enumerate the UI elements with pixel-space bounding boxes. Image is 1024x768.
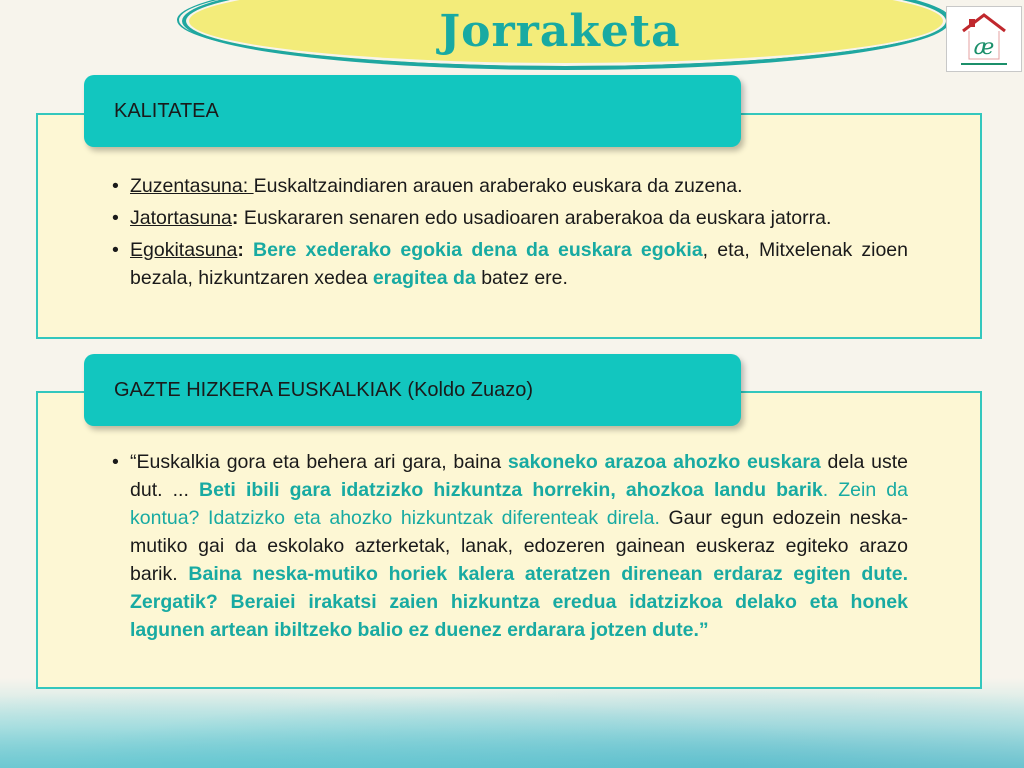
gazte-hizkera-heading-tab [84, 354, 741, 426]
bullet-icon: • [112, 175, 119, 197]
page-title: Jorraketa [439, 6, 681, 57]
kalitatea-heading-tab [84, 75, 741, 147]
definition-text: batez ere. [475, 267, 568, 289]
quote-text: Gaur egun edozein neska-mutiko gai da eskolako azterketak, lanak, edozeren gainean euskeraz egiteko arazo barik. [130, 507, 908, 585]
list-item-zuzentasuna [112, 172, 908, 200]
svg-text:æ: æ [973, 35, 995, 60]
quote-text: “Euskalkia gora eta behera ari gara, baina [130, 451, 508, 473]
highlight-text: Beti ibili gara idatzizko hizkuntza horrekin, ahozkoa landu barik [199, 479, 823, 501]
kalitatea-list [112, 172, 908, 296]
highlight-text: eragitea da [372, 267, 476, 289]
list-item-jatortasuna [112, 204, 908, 232]
decorative-wave-background [0, 678, 1024, 768]
definition-text: , eta, Mitxelenak zioen bezala, hizkuntzaren xedea [130, 239, 908, 289]
kalitatea-heading: KALITATEA [114, 99, 219, 122]
highlight-text: Baina neska-mutiko horiek kalera ateratzen direnean erdaraz egiten dute. Zergatik? [130, 563, 908, 613]
highlight-text: Bere xederako egokia dena da euskara egokia [253, 239, 703, 261]
list-item-quote [112, 448, 908, 644]
colon: : [231, 207, 244, 229]
highlight-text: . Zein da kontua? Idatzizko eta ahozko hizkuntzak diferenteak direla. [130, 479, 908, 529]
house-logo-icon [946, 6, 1022, 72]
highlight-text: Beraiei irakatsi zaien hizkuntza eredua idatzizkoa delako eta honek lagunen artean ibiltzeko balio ez duenez erdarara jotzen dute.” [130, 591, 908, 641]
term-zuzentasuna: Zuzentasuna: [130, 175, 254, 197]
term-jatortasuna: Jatortasuna [130, 207, 232, 229]
term-egokitasuna: Egokitasuna [130, 239, 238, 261]
list-item-egokitasuna [112, 236, 908, 292]
bullet-icon: • [112, 239, 119, 261]
highlight-text: sakoneko arazoa ahozko euskara [507, 451, 821, 473]
bullet-icon: • [112, 207, 119, 229]
definition-text: Euskaltzaindiaren arauen araberako euskara da zuzena. [253, 175, 743, 197]
gazte-hizkera-heading: GAZTE HIZKERA EUSKALKIAK (Koldo Zuazo) [114, 378, 534, 401]
bullet-icon: • [112, 451, 119, 473]
colon: : [237, 239, 254, 261]
gazte-hizkera-quote [112, 448, 908, 648]
quote-text: dela uste dut. ... [130, 451, 908, 501]
definition-text: Euskararen senaren edo usadioaren araberakoa da euskara jatorra. [243, 207, 832, 229]
